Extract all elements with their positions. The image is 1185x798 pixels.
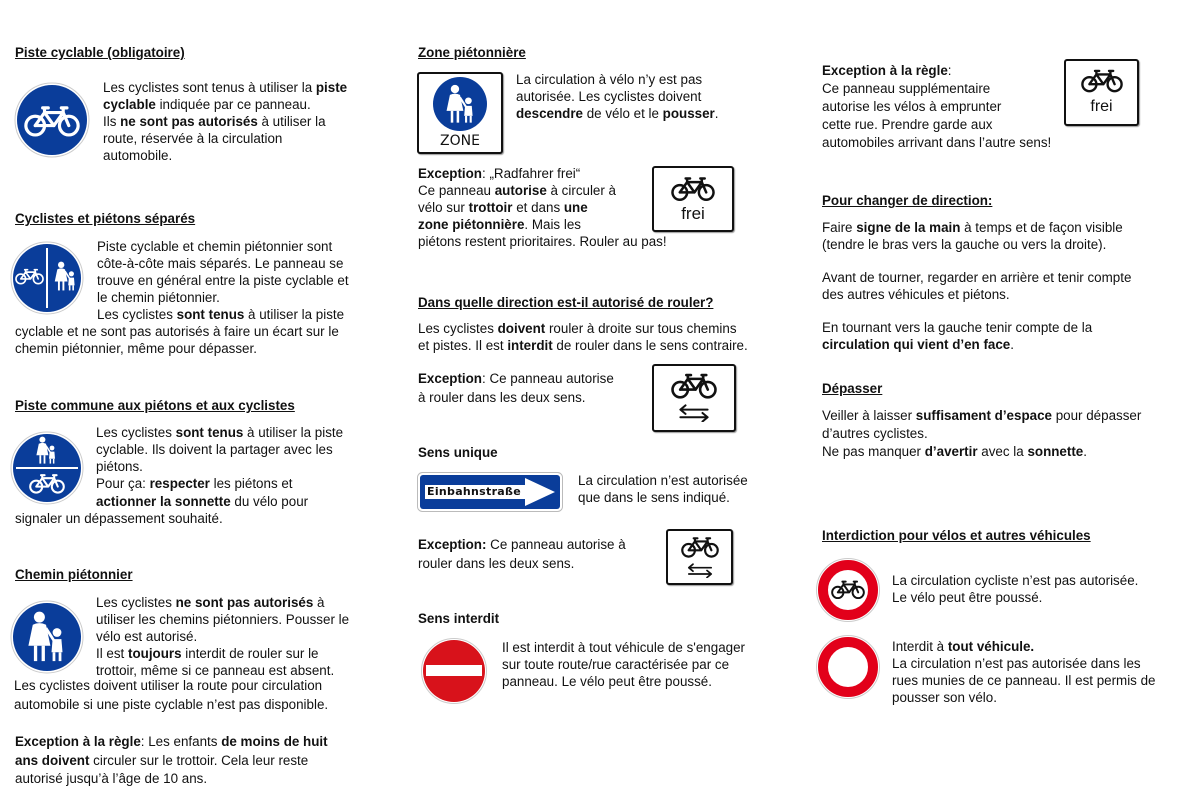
exception-direction: Exception: Ce panneau autorise à rouler dans les deux sens. — [418, 371, 614, 405]
bicycle-mandatory-sign-icon — [14, 82, 90, 158]
frei-sign-text: frei — [681, 204, 705, 223]
section-text-separes-cont: cyclable et ne sont pas autorisés à faire un écart sur le chemin piétonnier, même pour dépasser. — [15, 324, 339, 356]
section-title-sens-interdit: Sens interdit — [418, 611, 500, 626]
section-title-piste-commune: Piste commune aux piétons et aux cyclistes — [15, 398, 295, 413]
section-text-sens-interdit: Il est interdit à tout véhicule de s'engager sur toute route/rue caractérisée par ce panneau. Le vélo peut être poussé. — [502, 640, 745, 689]
separated-bike-pedestrian-sign-icon — [10, 241, 84, 315]
pedestrian-zone-sign-icon — [417, 72, 503, 154]
one-way-sign-icon — [417, 472, 563, 512]
no-bicycles-sign-icon — [816, 558, 880, 622]
section-title-chemin-pietonnier: Chemin piétonnier — [15, 567, 133, 582]
section-text-no-vehicles: Interdit à tout véhicule. La circulation n’est pas autorisée dans les rues munies de ce panneau. Il est permis de pousser son vélo. — [892, 639, 1156, 705]
section-text-piste-commune-cont: signaler un dépassement souhaité. — [15, 511, 223, 526]
section-title-separes: Cyclistes et piétons séparés — [15, 211, 196, 226]
bicycle-frei-sign-icon — [652, 166, 734, 232]
section-title-piste-cyclable: Piste cyclable (obligatoire) — [15, 45, 185, 60]
exception-regle-col3: Exception à la règle: Ce panneau supplémentaire autorise les vélos à emprunter cette rue. Prendre garde aux automobiles arrivant dans l’autre sens! — [822, 63, 1052, 150]
exception-radfahrer-frei: Exception: „Radfahrer frei“ Ce panneau autorise à circuler à vélo sur trottoir et dans une zone piétonnière. Mais les piétons restent prioritaires. Rouler au pas! — [418, 166, 667, 249]
shared-path-sign-icon — [10, 431, 84, 505]
section-text-no-bicycles: La circulation cycliste n’est pas autorisée. Le vélo peut être poussé. — [892, 573, 1139, 605]
section-text-chemin-pietonnier-cont: Les cyclistes doivent utiliser la route pour circulation automobile si une piste cyclable n’est pas disponible. — [14, 678, 329, 712]
section-title-zone-pietonniere: Zone piétonnière — [418, 45, 526, 60]
section-text-sens-unique: La circulation n’est autorisée que dans le sens indiqué. — [578, 473, 748, 505]
zone-sign-text: ZONE — [440, 133, 480, 149]
exception-chemin-pietonnier: Exception à la règle: Les enfants de moins de huit ans doivent circuler sur le trottoir. Cela leur reste autorisé jusqu’à l’âge de 10 ans. — [15, 734, 328, 786]
bicycle-frei-sign-col3-icon — [1064, 59, 1139, 126]
section-text-separes: Piste cyclable et chemin piétonnier sont côte-à-côte mais séparés. Le panneau se trouve en général entre la piste cyclable et le chemin piétonnier. Les cyclistes sont tenus à utiliser la piste — [97, 239, 349, 322]
bicycle-both-directions-sign-icon — [652, 364, 736, 432]
section-title-depasser: Dépasser — [822, 381, 883, 396]
frei-sign-col3-text: frei — [1090, 98, 1113, 115]
bicycle-both-directions-sign-2-icon — [666, 529, 733, 585]
no-vehicles-sign-icon — [816, 635, 880, 699]
section-text-depasser: Veiller à laisser suffisament d’espace pour dépasser d’autres cyclistes. Ne pas manquer d’avertir avec la sonnette. — [822, 408, 1142, 459]
one-way-sign-text: Einbahnstraße — [427, 485, 521, 498]
section-title-changer-direction: Pour changer de direction: — [822, 193, 993, 208]
section-text-piste-cyclable: Les cyclistes sont tenus à utiliser la piste cyclable indiquée par ce panneau. Ils ne sont pas autorisés à utiliser la route, réservée à la circulation automobile. — [103, 80, 348, 163]
no-entry-sign-icon — [421, 638, 487, 704]
section-text-changer-direction: Faire signe de la main à temps et de façon visible (tendre le bras vers la gauche ou vers la droite). Avant de tourner, regarder en arrière et tenir compte des autres véhicules et piétons. En tournant vers la gauche tenir compte de la circulation qui vient d’en face. — [822, 220, 1132, 352]
section-text-zone-pietonniere: La circulation à vélo n’y est pas autorisée. Les cyclistes doivent descendre de vélo et le pousser. — [516, 72, 719, 121]
section-title-direction: Dans quelle direction est-il autorisé de rouler? — [418, 295, 714, 310]
exception-sens-unique: Exception: Ce panneau autorise à rouler dans les deux sens. — [418, 537, 626, 571]
section-title-interdiction: Interdiction pour vélos et autres véhicules — [822, 528, 1091, 543]
section-text-direction: Les cyclistes doivent rouler à droite sur tous chemins et pistes. Il est interdit de rouler dans le sens contraire. — [418, 321, 748, 353]
pedestrian-path-sign-icon — [10, 600, 84, 674]
section-text-chemin-pietonnier: Les cyclistes ne sont pas autorisés à utiliser les chemins piétonniers. Pousser le vélo est autorisé. Il est toujours interdit de rouler sur le trottoir, même si ce panneau est absent. — [96, 595, 350, 678]
section-title-sens-unique: Sens unique — [418, 445, 498, 460]
section-text-piste-commune: Les cyclistes sont tenus à utiliser la piste cyclable. Ils doivent la partager avec les piétons. Pour ça: respecter les piétons et actionner la sonnette du vélo pour — [96, 425, 344, 509]
